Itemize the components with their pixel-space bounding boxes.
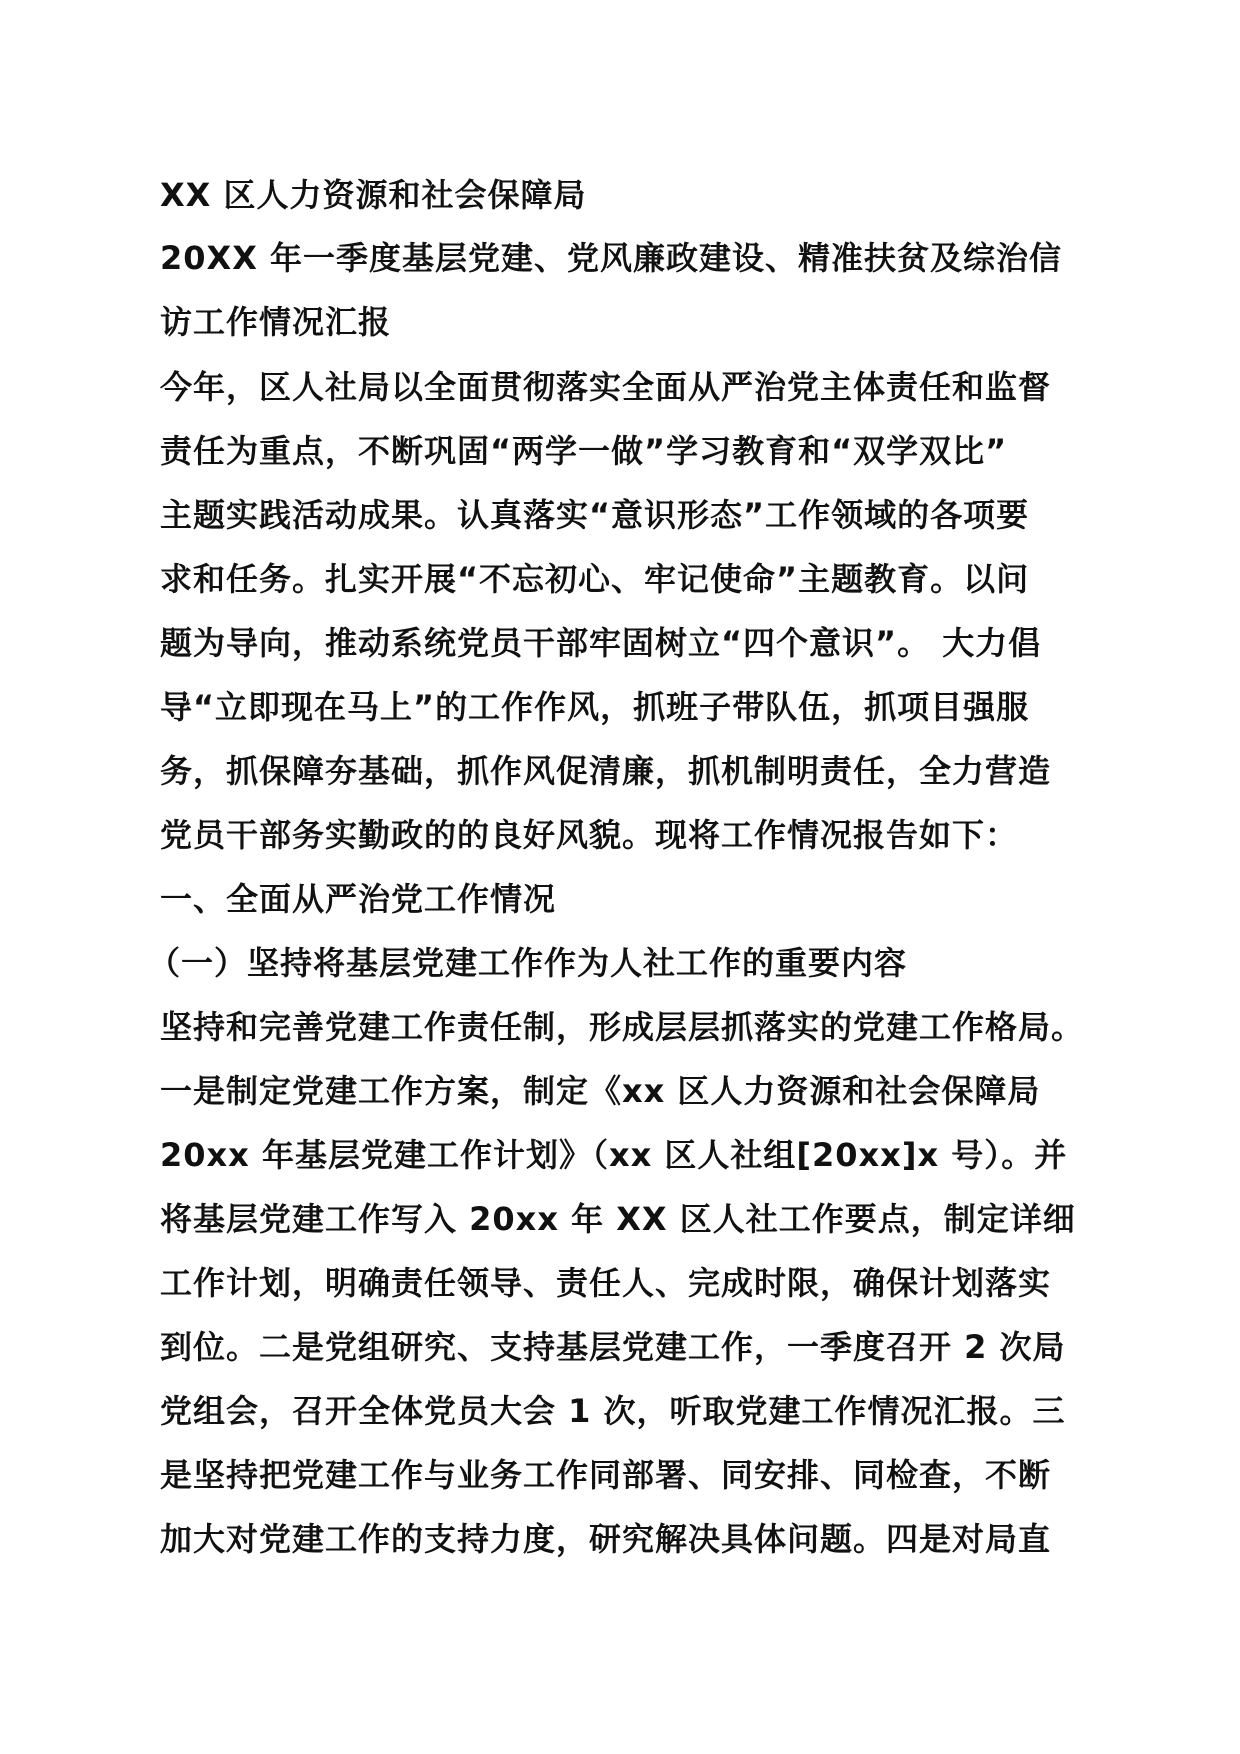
section-heading: 一、全面从严治党工作情况 <box>160 880 557 918</box>
body-paragraph-line: 工作计划，明确责任领导、责任人、完成时限，确保计划落实 <box>160 1264 1052 1302</box>
title-organization: XX 区人力资源和社会保障局 <box>160 176 587 214</box>
body-paragraph-line: 坚持和完善党建工作责任制，形成层层抓落实的党建工作格局。 <box>160 1008 1085 1046</box>
body-paragraph-line: 到位。二是党组研究、支持基层党建工作，一季度召开 2 次局 <box>160 1328 1066 1366</box>
subsection-heading: （一）坚持将基层党建工作作为人社工作的重要内容 <box>148 944 908 982</box>
body-paragraph-line: 将基层党建工作写入 20xx 年 XX 区人社工作要点，制定详细 <box>160 1200 1076 1238</box>
intro-paragraph-line: 务，抓保障夯基础，抓作风促清廉，抓机制明责任，全力营造 <box>160 752 1052 790</box>
title-report-line-1: 20XX 年一季度基层党建、党风廉政建设、精准扶贫及综治信 <box>160 239 1063 277</box>
intro-paragraph-line: 导“立即现在马上”的工作作风，抓班子带队伍，抓项目强服 <box>160 688 1030 726</box>
title-report-line-2: 访工作情况汇报 <box>160 303 392 341</box>
body-paragraph-line: 加大对党建工作的支持力度，研究解决具体问题。四是对局直 <box>160 1520 1052 1558</box>
body-paragraph-line: 党组会，召开全体党员大会 1 次，听取党建工作情况汇报。三 <box>160 1392 1066 1430</box>
intro-paragraph-line: 求和任务。扎实开展“不忘初心、牢记使命”主题教育。以问 <box>160 560 1030 598</box>
body-paragraph-line: 是坚持把党建工作与业务工作同部署、同安排、同检查，不断 <box>160 1456 1052 1494</box>
body-paragraph-line: 20xx 年基层党建工作计划》（xx 区人社组[20xx]x 号）。并 <box>160 1136 1068 1174</box>
intro-paragraph-line: 题为导向，推动系统党员干部牢固树立“四个意识”。 大力倡 <box>160 624 1042 662</box>
intro-paragraph-line: 今年，区人社局以全面贯彻落实全面从严治党主体责任和监督 <box>160 368 1052 406</box>
intro-paragraph-line: 主题实践活动成果。认真落实“意识形态”工作领域的各项要 <box>160 496 1030 534</box>
intro-paragraph-line: 责任为重点，不断巩固“两学一做”学习教育和“双学双比” <box>160 432 1008 470</box>
body-paragraph-line: 一是制定党建工作方案，制定《xx 区人力资源和社会保障局 <box>160 1072 1041 1110</box>
intro-paragraph-line: 党员干部务实勤政的的良好风貌。现将工作情况报告如下： <box>160 816 1019 854</box>
